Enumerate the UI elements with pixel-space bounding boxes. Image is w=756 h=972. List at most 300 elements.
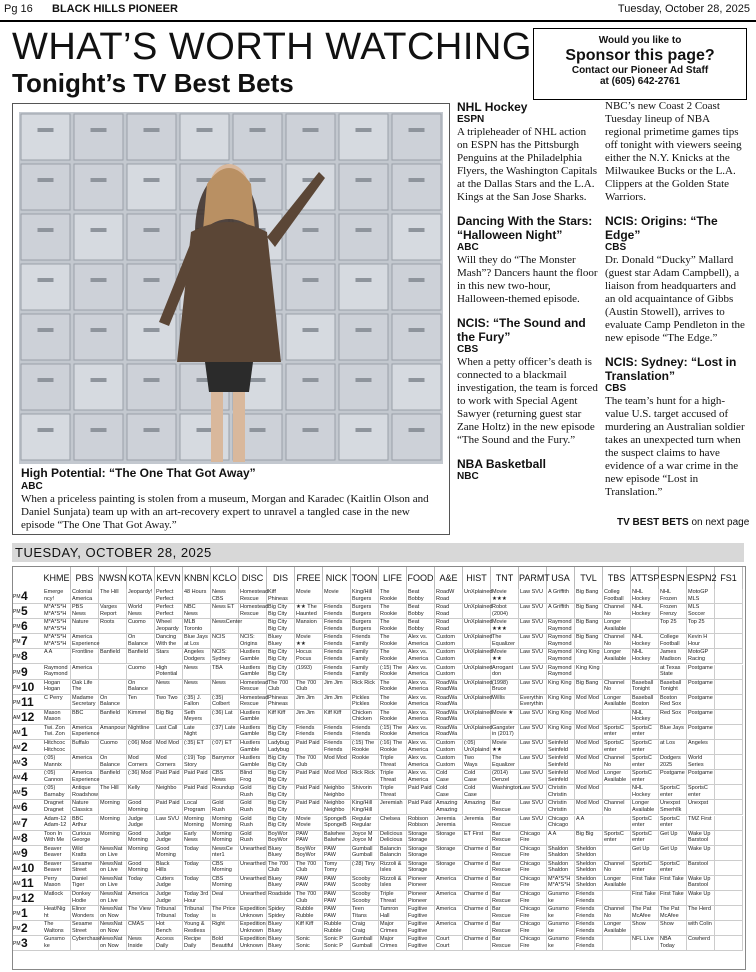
time-hour: 12 [21, 709, 35, 724]
program-cell: Pickles Pickles [351, 695, 379, 710]
listing-title: NCIS: Sydney: “Lost in Translation” [605, 355, 737, 383]
program-cell: Toon In With Me [43, 831, 71, 846]
program-cell: Law SVU [519, 725, 547, 740]
program-cell: MLB Toronto [183, 619, 211, 634]
listing-network: CBS [605, 242, 627, 253]
program-cell: Wake Up Barstool [687, 876, 715, 891]
program-cell: Donkey Hodie [71, 891, 99, 906]
continued-note [617, 517, 749, 528]
program-cell: The Hill [99, 589, 127, 604]
program-cell: Law SVU [519, 785, 547, 800]
channel-header: FOOD [407, 567, 435, 589]
program-cell [715, 816, 743, 831]
feature-network: ABC [21, 481, 43, 492]
time-ampm: AM [13, 880, 21, 887]
program-cell [603, 710, 631, 725]
program-cell: Chicago Fire [519, 921, 547, 936]
channel-header: KNBN [183, 567, 211, 589]
program-cell: Big City Big City [267, 770, 295, 785]
program-cell: Big City Big City [267, 800, 295, 815]
program-cell: Seinfeld Seinfeld [547, 755, 575, 770]
channel-header: PBS [71, 567, 99, 589]
program-cell: NCIS: Sydney [211, 649, 239, 664]
program-cell: Morning [99, 816, 127, 831]
program-cell: RoadWa RoadWa [435, 710, 463, 725]
program-cell: Paid Paid [155, 770, 183, 785]
program-cell: Hustlers Gamble [239, 755, 267, 770]
program-cell: Two Ways [463, 755, 491, 770]
program-cell [715, 665, 743, 680]
program-cell: SportsC enter [631, 816, 659, 831]
channel-header: LIFE [379, 567, 407, 589]
program-cell: Mod Mod [575, 695, 603, 710]
program-cell: Christin Christin [547, 800, 575, 815]
program-cell: The 700 Club [295, 755, 323, 770]
program-cell: Show [631, 921, 659, 936]
program-cell [715, 891, 743, 906]
program-cell: Custom Custom [435, 755, 463, 770]
program-cell: Barrymor [211, 755, 239, 770]
program-cell: Postgame [687, 710, 715, 725]
program-cell: Beaver Beaver [43, 846, 71, 861]
program-cell: Mod Mod [575, 785, 603, 800]
program-cell [99, 634, 127, 649]
program-cell: Expedition Unknown [239, 936, 267, 951]
program-cell: Gold Rush [239, 816, 267, 831]
program-cell: Twi. Zon Twi. Zon [43, 725, 71, 740]
program-cell: King/Hill King/Hill [351, 800, 379, 815]
program-cell: Today [183, 861, 211, 876]
program-cell: Chicago Fire [519, 831, 547, 846]
program-cell: King King [547, 695, 575, 710]
time-hour: 9 [21, 845, 28, 860]
time-hour: 8 [21, 649, 28, 664]
program-cell: Law SVU [519, 665, 547, 680]
time-ampm: AM [13, 760, 21, 767]
program-cell: Friends Friends [323, 619, 351, 634]
time-ampm: AM [13, 835, 21, 842]
program-cell: Law SVU [519, 710, 547, 725]
time-slot [13, 695, 43, 710]
program-cell: Local Program [183, 800, 211, 815]
channel-header: KHME [43, 567, 71, 589]
time-hour: 11 [21, 875, 34, 890]
channel-header: NWSN [99, 567, 127, 589]
program-cell [715, 936, 743, 951]
program-cell: Law SVU [519, 800, 547, 815]
program-cell: Dancing With the [155, 634, 183, 649]
program-cell: Gold Rush [239, 785, 267, 800]
program-cell: Triple Threat [379, 770, 407, 785]
program-cell: (:19) Top Story [183, 755, 211, 770]
program-cell: Longer Available [603, 649, 631, 664]
program-cell: Sheldon Sheldon [575, 876, 603, 891]
program-cell: Blue Jays [659, 725, 687, 740]
time-slot [13, 710, 43, 725]
time-ampm: PM [13, 699, 21, 706]
program-cell: Jim Jim [295, 695, 323, 710]
program-cell: Jeremia Jeremia [435, 816, 463, 831]
program-cell: NHL Frozen [659, 589, 687, 604]
program-cell: Paid Paid [295, 785, 323, 800]
channel-header: ATTSP [631, 567, 659, 589]
program-cell: (:16) The Rookie [379, 740, 407, 755]
program-cell: The Rookie [379, 680, 407, 695]
program-cell: Sheldon Sheldon [575, 846, 603, 861]
program-cell: Blue Jays at Los [183, 634, 211, 649]
program-cell: Tamron Hall [379, 906, 407, 921]
program-cell: Movie Movie [295, 816, 323, 831]
program-cell: Paid Paid [183, 785, 211, 800]
program-cell: Ten [127, 695, 155, 710]
program-cell: Elinor Wonders [71, 906, 99, 921]
channel-header: KEVN [155, 567, 183, 589]
time-ampm: PM [13, 926, 21, 933]
channel-header: NICK [323, 567, 351, 589]
program-cell: Bar Rescue [491, 816, 519, 831]
program-cell: Postgame [687, 695, 715, 710]
program-cell: Red Sox [659, 710, 687, 725]
program-cell: (2014) Denzel [491, 770, 519, 785]
program-cell: Mod Corners [127, 755, 155, 770]
program-cell: America Experience [71, 725, 99, 740]
program-cell: Friends Friends [323, 740, 351, 755]
program-cell: The Waltons [43, 921, 71, 936]
program-cell: SportsC enter [631, 831, 659, 846]
program-cell: ET First [463, 831, 491, 846]
program-cell: NHL Hockey [631, 634, 659, 649]
program-cell: Kiff Phineas [267, 589, 295, 604]
filing-cabinets-woman-image [19, 112, 443, 464]
program-cell: Mod Mod [575, 740, 603, 755]
program-cell: Bluey Bluey [267, 921, 295, 936]
sponsor-ad-box[interactable] [533, 28, 747, 100]
program-cell: America [435, 921, 463, 936]
time-hour: 2 [21, 740, 28, 754]
program-cell: Oak Life The [71, 680, 99, 695]
channel-header: ESPN2 [687, 567, 715, 589]
program-cell: Gunsmo ke [547, 906, 575, 921]
time-ampm: PM [13, 896, 21, 902]
program-cell: Channel No [603, 680, 631, 695]
program-cell: Homestead Rescue [239, 604, 267, 619]
program-cell: RoadW Road [435, 589, 463, 604]
program-cell: SportsC enter [631, 740, 659, 755]
program-cell: Storage [435, 861, 463, 876]
program-cell: PAW PAW [323, 891, 351, 906]
program-cell: Chicago Fire [519, 906, 547, 921]
program-cell: News [211, 680, 239, 695]
program-cell: Tomy Tomy [323, 861, 351, 876]
time-slot [13, 936, 43, 951]
feature-photo [19, 112, 443, 464]
program-cell: Roots [99, 619, 127, 634]
feature-box [12, 103, 450, 535]
program-cell: Adam-12 Adam-12 [43, 816, 71, 831]
time-slot [13, 891, 43, 906]
time-hour: 4 [21, 589, 28, 603]
program-cell: A A [575, 816, 603, 831]
program-cell: NCIS: Origins [239, 634, 267, 649]
program-cell: On Balance [127, 680, 155, 695]
program-cell: Custom Custom [435, 740, 463, 755]
program-cell: CBS Morning [211, 876, 239, 891]
program-cell [239, 619, 267, 634]
program-cell [631, 665, 659, 680]
program-cell: C Perry [43, 695, 71, 710]
program-cell: Baseball Boston [631, 695, 659, 710]
program-cell: Law SVU [519, 816, 547, 831]
program-cell: Chicago Chicago [547, 816, 575, 831]
program-cell: Hustlers Gamble [239, 740, 267, 755]
listing-continued-body: NBC’s new Coast 2 Coast Tuesday lineup of NBA regional primetime games tips off tonight with viewers seeing either the N.Y. Knicks at the Milwaukee Bucks or the L.A. Clippers at the Golden State Warriors. [605, 100, 742, 203]
program-cell: PAW PAW [295, 876, 323, 891]
time-slot [13, 816, 43, 831]
program-cell: The 700 Club [267, 861, 295, 876]
program-cell: CMAS [127, 921, 155, 936]
program-cell: Unearthed [239, 846, 267, 861]
time-ampm: PM [13, 594, 21, 600]
program-cell: Charme d [463, 876, 491, 891]
program-cell: Charme d [463, 906, 491, 921]
channel-header: FREE [295, 567, 323, 589]
program-cell: Sesame Street [71, 861, 99, 876]
program-cell: Big Big [155, 710, 183, 725]
program-cell: Recipe Daily [183, 936, 211, 951]
program-cell: Jim Jim [295, 710, 323, 725]
program-cell: Dodgers 2025 [659, 755, 687, 770]
program-cell: Cuomo [127, 665, 155, 680]
program-cell: Postgame [687, 680, 715, 695]
time-ampm: AM [13, 805, 21, 812]
program-cell: NHL Hockey [631, 785, 659, 800]
listing-body: When a petty officer’s death is connected to a blackmail investigation, the team is forced to work with Special Agent Sawyer (returning guest star Zane Holtz) in the new episode “The Sound and the Fury.” [457, 356, 598, 446]
program-cell: Jeremiah [379, 800, 407, 815]
program-cell: Kiff Kiff [295, 921, 323, 936]
channel-header: PARMT [519, 567, 547, 589]
program-cell: Storage Storage [407, 861, 435, 876]
program-cell: Burgers Burgers [351, 619, 379, 634]
listing-body: Dr. Donald “Ducky” Mallard (guest star Adam Campbell), a liaison from headquarters and an old acquaintance of Gibbs (Austin Stowell), arrives to evaluate Camp Pendleton in the new episode “The Edge.” [605, 254, 745, 344]
channel-header: DIS [267, 567, 295, 589]
program-cell: Unexpst [687, 800, 715, 815]
program-cell: Alex vs. America [407, 740, 435, 755]
program-cell: Colleg Football [603, 589, 631, 604]
program-cell: Good Morning [155, 846, 183, 861]
program-cell [715, 846, 743, 861]
grid-date-bar [12, 543, 744, 562]
program-cell: Big City Big City [267, 755, 295, 770]
time-slot [13, 921, 43, 936]
program-cell [715, 725, 743, 740]
program-cell: Pioneer Pioneer [407, 876, 435, 891]
channel-header: FS1 [715, 567, 743, 589]
program-cell: Baseball Tonight [659, 680, 687, 695]
channel-header: TOON [351, 567, 379, 589]
program-cell: Neighbo [155, 785, 183, 800]
program-cell: Mod Mod [575, 725, 603, 740]
program-cell: Charme d [463, 846, 491, 861]
program-cell: Family Family [351, 665, 379, 680]
program-cell: Charme d [463, 891, 491, 906]
program-cell: (:06) Mod [127, 740, 155, 755]
program-cell: MotoGP Racing [687, 649, 715, 664]
program-cell: Rookie [351, 755, 379, 770]
program-cell: Movie ★ [491, 710, 519, 725]
program-cell: SportsC enter [631, 725, 659, 740]
program-cell: Top 25 [659, 619, 687, 634]
program-cell: Good Morning [127, 831, 155, 846]
program-cell: Storage Storage [407, 831, 435, 846]
program-cell [631, 619, 659, 634]
program-cell: America Experience [71, 770, 99, 785]
program-cell [715, 906, 743, 921]
program-cell: Morning [127, 846, 155, 861]
program-cell: King King [547, 710, 575, 725]
program-cell: Postgame [687, 725, 715, 740]
time-hour: 2 [21, 921, 28, 936]
ad-phone: at (605) 642-2761 [599, 76, 681, 87]
program-cell: Seth Meyers [183, 710, 211, 725]
program-cell: Unearthed [239, 861, 267, 876]
program-cell: Wake Up [687, 891, 715, 906]
time-slot [13, 649, 43, 664]
program-cell: Raymond Raymond [547, 649, 575, 664]
program-cell: Gumball Gumball [351, 846, 379, 861]
program-cell: PBS News [71, 604, 99, 619]
time-ampm: AM [13, 865, 21, 872]
program-cell: Channel No [603, 861, 631, 876]
program-cell: SportsC enter [631, 861, 659, 876]
program-cell: Judge Judge [155, 831, 183, 846]
program-cell: SportsC enter [659, 816, 687, 831]
time-ampm: AM [13, 850, 21, 857]
program-cell: Big City Big City [267, 619, 295, 634]
program-cell: RoadWa RoadWa [435, 695, 463, 710]
program-cell: Unearthed [239, 876, 267, 891]
time-hour: 6 [21, 800, 28, 815]
program-cell: Gold Rush [239, 800, 267, 815]
program-cell [603, 785, 631, 800]
program-cell [715, 634, 743, 649]
time-slot [13, 800, 43, 815]
program-cell: Big City Big City [267, 649, 295, 664]
program-cell: Get Up [659, 846, 687, 861]
program-cell: Paid Paid [295, 740, 323, 755]
program-cell: Bar Rescue [491, 921, 519, 936]
program-cell: Triple Threat [379, 755, 407, 770]
program-cell: High Potential [155, 665, 183, 680]
program-cell: TBA [211, 665, 239, 680]
program-cell: News Inside [127, 936, 155, 951]
program-cell: Channel No [603, 800, 631, 815]
program-cell: The Pat McAfee [631, 906, 659, 921]
program-cell: King King [575, 649, 603, 664]
time-slot [13, 725, 43, 740]
tv-grid [12, 566, 746, 970]
program-cell: Homestead Rescue [239, 680, 267, 695]
listing-network: CBS [605, 383, 627, 394]
program-cell: Tribunal Tribunal [155, 906, 183, 921]
grid-date: TUESDAY, OCTOBER 28, 2025 [15, 545, 212, 560]
program-cell: Custom Custom [435, 634, 463, 649]
publication-name: BLACK HILLS PIONEER [52, 3, 178, 15]
program-cell: (:05) UnXplaind [463, 740, 491, 755]
program-cell: Early News [183, 831, 211, 846]
time-hour: 12 [21, 891, 35, 905]
program-cell [715, 604, 743, 619]
program-cell: Jim Jim [323, 695, 351, 710]
program-cell: Deal [211, 891, 239, 906]
program-cell: Bluey Bluey [267, 846, 295, 861]
program-cell: Hustlers Gamble [239, 649, 267, 664]
program-cell: Buffalo [71, 740, 99, 755]
program-cell: Get Up [659, 831, 687, 846]
program-cell: Storage Storage [407, 846, 435, 861]
program-cell: Rizzoli & Isles [379, 876, 407, 891]
program-cell: News [183, 665, 211, 680]
issue-date: Tuesday, October 28, 2025 [617, 3, 750, 15]
program-cell: Mod Mod [575, 710, 603, 725]
program-cell: Fugitive Fugitive [407, 906, 435, 921]
program-cell: Shaldon Shaldon [547, 846, 575, 861]
listing [605, 355, 747, 499]
listing-network: CBS [457, 344, 479, 355]
program-cell: First Take [659, 891, 687, 906]
time-slot [13, 861, 43, 876]
program-cell: PAW PAW [323, 906, 351, 921]
program-cell: Bar Rescue [491, 800, 519, 815]
program-cell: UnXplained [463, 604, 491, 619]
program-cell: Arrogant don [491, 665, 519, 680]
program-cell: Balwhee Balwhee [323, 831, 351, 846]
program-cell: Seinfeld Seinfeld [547, 740, 575, 755]
listing-title: Dancing With the Stars: “Halloween Night” [457, 214, 593, 242]
program-cell: King King [547, 680, 575, 695]
time-hour: 3 [21, 936, 28, 951]
program-cell [715, 649, 743, 664]
program-cell: SportsC enter [631, 755, 659, 770]
program-cell: Hocus Pocus [295, 649, 323, 664]
program-cell: Chicago Fire [519, 876, 547, 891]
program-cell: CBS Morning [211, 861, 239, 876]
program-cell: Cuomo [127, 619, 155, 634]
program-cell: The 700 Club [295, 891, 323, 906]
program-cell: The View [127, 906, 155, 921]
time-slot [13, 846, 43, 861]
time-hour: 3 [21, 755, 28, 770]
program-cell: Kimmel [127, 710, 155, 725]
program-cell: Colonial America [71, 589, 99, 604]
program-cell [603, 891, 631, 906]
program-cell: Longer Available [603, 770, 631, 785]
program-cell: Everythin Everythin [519, 695, 547, 710]
channel-header: A&E [435, 567, 463, 589]
program-cell: Today [183, 846, 211, 861]
program-cell [715, 619, 743, 634]
program-cell: Jeopardy! [127, 589, 155, 604]
program-cell: (:36) Mod [127, 770, 155, 785]
program-cell: Channel No [603, 906, 631, 921]
program-cell: Paid Paid [407, 800, 435, 815]
program-cell: Friends Friends [323, 634, 351, 649]
listing [457, 457, 599, 483]
program-cell: Movie ★★★ [491, 589, 519, 604]
program-cell: (:15) The Rookie [379, 665, 407, 680]
program-cell: Law SVU [519, 589, 547, 604]
program-cell: (:15) The Rookie [379, 725, 407, 740]
program-cell: (:36) Lat [211, 710, 239, 725]
